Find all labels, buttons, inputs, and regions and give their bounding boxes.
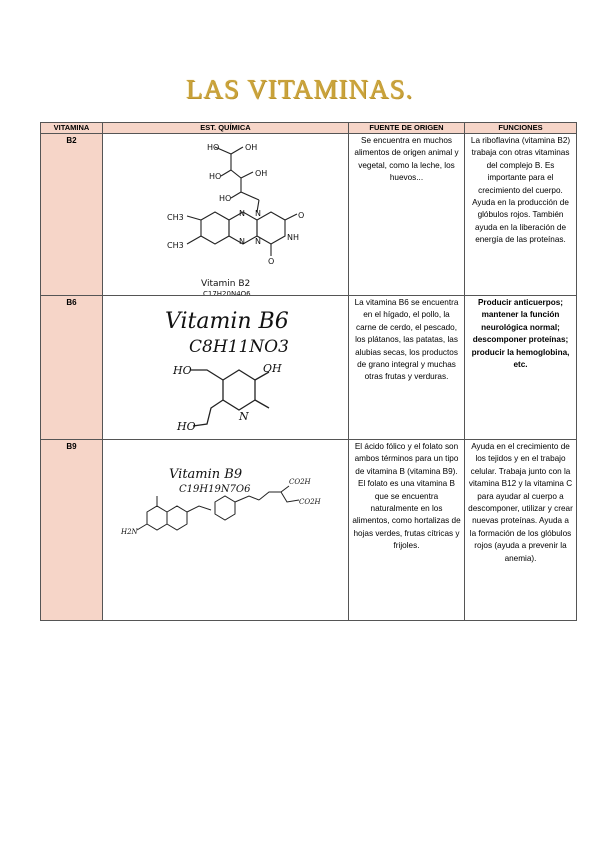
structure-label: CH3 [167,213,184,222]
structure-label: HO [173,364,192,377]
fuente-b6: La vitamina B6 se encuentra en el hígado, el pollo, la carne de cerdo, el pescado, los plátanos, las patatas, las alubias secas, los productos de grano integral y muchas otras frutas y verduras. [349,296,465,440]
page-title: LAS VITAMINAS. [185,74,414,104]
structure-label: CH3 [167,241,184,250]
vitamin-name-b2: B2 [41,134,103,296]
structure-label: HO [209,172,222,181]
table-header-row [41,123,577,134]
vitamin-name-b9: B9 [41,440,103,621]
b9-formula: C19H19N7O6 [179,484,251,495]
structure-label: N [239,410,249,423]
b6-caption: Vitamin B6 [165,309,289,334]
b2-caption: Vitamin B2 [201,279,251,289]
fuente-b9: El ácido fólico y el folato son ambos términos para un tipo de vitamina B (vitamina B9). El folato es una vitamina B que se encuentra naturalmente en los alimentos, como hortalizas de hojas verdes, frutas cítricas y frijoles. [349,440,465,621]
structure-label: H2N [121,528,138,536]
structure-label: N [239,209,245,218]
structure-label: N [255,237,261,246]
structure-label: HO [177,420,196,433]
structure-label: O [298,211,305,220]
structure-label: OH [245,143,258,152]
table-row-b6 [41,296,577,440]
structure-label: CO2H [289,478,311,486]
vitamins-table [40,122,577,621]
b9-structure-image [103,440,349,620]
table-row-b9 [41,440,577,621]
funciones-b2: La riboflavina (vitamina B2) trabaja con otras vitaminas del complejo B. Es importante para el crecimiento del cuerpo. Ayuda en la producción de glóbulos rojos. También ayuda en la liberación de energía de las proteínas. [465,134,577,296]
structure-label: N [255,209,261,218]
b2-structure-image [103,134,349,295]
structure-cell-b2 [103,134,349,296]
b6-formula: C8H11NO3 [189,337,289,357]
funciones-b9: Ayuda en el crecimiento de los tejidos y en el trabajo celular. Trabaja junto con la vitamina B12 y la vitamina C para ayudar al cuerpo a descomponer, utilizar y crear nuevas proteínas. Ayuda a la formación de los glóbulos rojos (ayuda a prevenir la anemia). [465,440,577,621]
structure-label: N [239,237,245,246]
header-fuente: FUENTE DE ORIGEN [349,123,465,134]
structure-cell-b6 [103,296,349,440]
b2-formula: C17H20N4O6 [203,290,251,295]
structure-label: CO2H [299,498,321,506]
header-estructura: EST. QUÍMICA [103,123,349,134]
vitamin-name-b6: B6 [41,296,103,440]
structure-cell-b9 [103,440,349,621]
structure-label: HO [219,194,232,203]
structure-label: NH [287,233,299,242]
structure-label: OH [255,169,268,178]
header-funciones: FUNCIONES [465,123,577,134]
fuente-b2: Se encuentra en muchos alimentos de origen animal y vegetal, como la leche, los huevos... [349,134,465,296]
funciones-b6: Producir anticuerpos; mantener la función neurológica normal; descomponer proteínas; producir la hemoglobina, etc. [465,296,577,440]
b6-structure-image [103,296,349,439]
label: HO [207,143,220,152]
table-row-b2 [41,134,577,296]
structure-label: O [268,257,275,266]
b9-caption: Vitamin B9 [169,467,243,482]
header-vitamina: VITAMINA [41,123,103,134]
structure-label: OH [263,362,282,375]
